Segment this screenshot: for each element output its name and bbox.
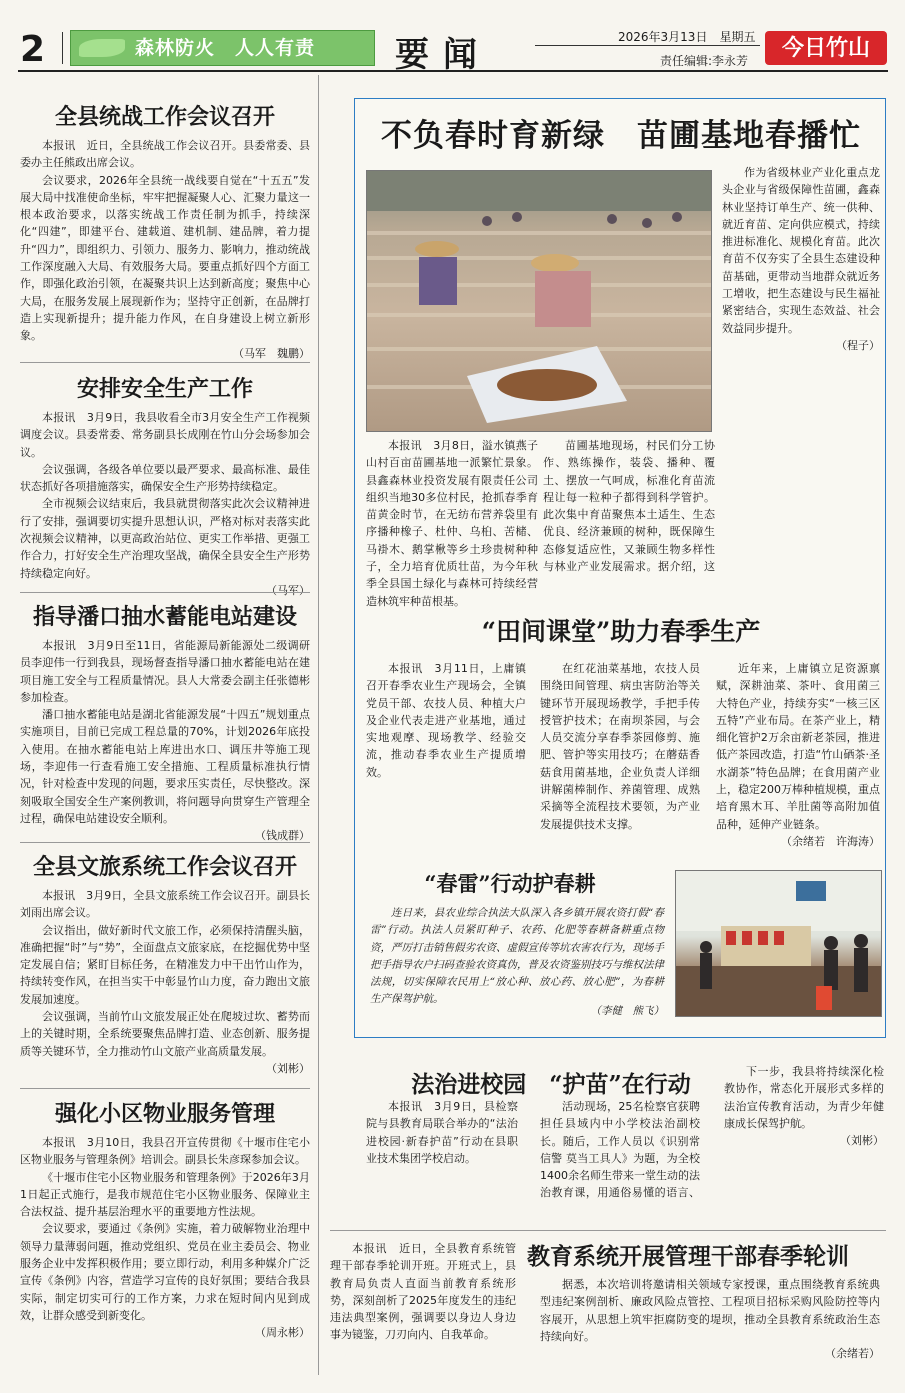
article-paragraph: 本报讯 3月8日，溢水镇燕子山村百亩苗圃基地一派繁忙景象。县鑫森林业投资发展有限责任公司组织当地30多位村民，抢抓春季育苗黄金时节，在无纺布营养袋里有序播种橡子、杜仲、乌桕、苦槠、马褂木、鹅掌楸等乡土珍贵树种种子，全力培育优质壮苗，为今年秋季全县国土绿化与森林可持续经营造林筑牢种苗根基。: [366, 439, 538, 608]
article-title: 全县文旅系统工作会议召开: [32, 854, 297, 880]
nursery-sowing-photo: [366, 170, 712, 432]
article-byline: （刘彬）: [266, 1061, 310, 1075]
banner-text: 森林防火 人人有责: [135, 37, 316, 59]
field-class-column-3: [716, 660, 880, 850]
article-title: 全县统战工作会议召开: [54, 104, 275, 130]
field-class-column-1: [366, 660, 526, 781]
field-class-title: “田间课堂”助力春季生产: [481, 617, 761, 646]
masthead-divider: [62, 32, 63, 64]
law-column-2: [540, 1098, 700, 1204]
article-paragraph: 在红花油菜基地，农技人员围绕田间管理、病虫害防治等关键环节开展现场教学，手把手传授管护技术；在南坝茶园，与会人员交流分享春季茶园修剪、施肥、管护等实用技巧；在蘑菇香菇食用菌基地，企业负责人详细讲解菌棒制作、养菌管理、成熟采摘等全流程技术要领，为产业发展提供技术支撑。: [540, 662, 700, 831]
article-title: 强化小区物业服务管理: [54, 1101, 275, 1127]
article-byline: （钱成群）: [255, 829, 310, 843]
law-column-1: [366, 1098, 518, 1204]
article-byline: （刘彬）: [840, 1134, 884, 1148]
publish-date: 2026年3月13日 星期五: [618, 30, 756, 44]
article-byline: （余绪若）: [825, 1347, 880, 1361]
field-class-column-2: [540, 660, 700, 833]
article-byline: （程子）: [836, 338, 880, 352]
article-paragraph: 本报讯 近日，全县统战工作会议召开。县委常委、县委办主任熊政出席会议。: [20, 139, 310, 170]
article-paragraph: 本报讯 3月11日，上庸镇召开春季农业生产现场会，全镇党员干部、农技人员、种植大户及企业代表走进产业基地，通过实地观摩、现场教学、经验交流，推动春季农业生产提质增效。: [366, 662, 526, 779]
education-column-1: [330, 1240, 516, 1344]
lead-column-2: [543, 437, 715, 577]
article-property-management: [20, 1097, 310, 1340]
article-paragraph: 下一步，我县将持续深化检教协作，常态化开展形式多样的法治宣传教育活动，为青少年健康成长保驾护航。: [724, 1065, 884, 1130]
lead-column-1: [366, 437, 538, 610]
article-separator: [20, 592, 310, 593]
article-byline: （余绪若 许海涛）: [781, 834, 880, 848]
article-safety-production: [20, 372, 310, 598]
column-divider: [318, 75, 319, 1375]
farm-workers-illustration: [367, 171, 712, 432]
newspaper-logo: 今日竹山: [765, 31, 887, 65]
forest-fire-banner: [70, 30, 375, 66]
education-title: 教育系统开展管理干部春季轮训: [527, 1243, 849, 1270]
article-paragraph: 《十堰市住宅小区物业服务和管理条例》于2026年3月1日起正式施行，是我市规范住宅小区物业服务、保障业主合法权益、提升基层治理水平的重要地方性法规。: [20, 1170, 310, 1219]
article-paragraph: 本报讯 3月9日至11日，省能源局新能源处二级调研员李迎伟一行到我县，现场督查指导潘口抽水蓄能电站在建项目施工安全与工程质量情况。县人大常委会副主任张德彬参加检查。: [20, 639, 310, 704]
inspection-illustration: [676, 871, 882, 1017]
section-title: 要闻: [395, 35, 491, 75]
article-paragraph: 会议指出，做好新时代文旅工作，必须保持清醒头脑，准确把握“时”与“势”，全面盘点文旅家底，在挖掘优势中坚定发展自信；紧盯目标任务，在精准发力中干出竹山作为，持续转变作风，在担当实干中彰显竹山力度，奋力跑出文旅发展加速度。: [20, 923, 310, 1006]
article-paragraph: 会议强调，当前竹山文旅发展正处在爬坡过坎、蓄势而上的关键时期，全系统要聚焦品牌打造、业态创新、服务提质等关键环节，全力推动竹山文旅产业高质量发展。: [20, 1010, 310, 1058]
article-separator: [20, 842, 310, 843]
article-byline: （李健 熊飞）: [590, 1005, 664, 1017]
lead-column-3: [722, 164, 880, 354]
article-paragraph: 作为省级林业产业化重点龙头企业与省级保障性苗圃，鑫森林业坚持订单生产、统一供种、就近育苗、定向供应模式，持续推进标准化、规模化育苗。此次育苗不仅夯实了全县生态建设种苗基础，更带动当地群众就近务工增收，把生态建设与民生福祉紧密结合，实现生态效益、社会效益同步提升。: [722, 166, 880, 335]
article-paragraph: 本报讯 近日，全县教育系统管理干部春季轮训开班。开班式上，县教育局负责人直面当前教育系统形势，深刻剖析了2025年度发生的违纪违法典型案例，强调要以身边人身边事为镜鉴，刀刃向内、自我革命。: [330, 1242, 516, 1342]
law-campus-title: 法治进校园 “护苗”在行动: [411, 1071, 691, 1098]
article-separator: [330, 1230, 886, 1231]
article-byline: （马军 魏鹏）: [233, 346, 310, 360]
article-byline: （马军）: [266, 583, 310, 597]
article-paragraph: 会议要求，要通过《条例》实施，着力破解物业治理中领导力量薄弱问题，推动党组织、党员在业主委员会、物业服务企业中发挥积极作用；要立即行动，利用多种媒介广泛宣传《条例》内容，营造学习宣传的良好氛围；要结合我县实际，制定切实可行的工作方案，力求在短时间内见到成效，让群众感受到新变化。: [20, 1222, 310, 1322]
leaf-decoration-icon: [79, 39, 125, 57]
agricultural-inspection-photo: [675, 870, 882, 1017]
spring-thunder-title: “春雷”行动护春耕: [424, 871, 596, 896]
law-column-3: [724, 1063, 884, 1149]
responsible-editor: 责任编辑:李永芳: [660, 54, 749, 68]
article-paragraph: 近年来，上庸镇立足资源禀赋，深耕油菜、茶叶、食用菌三大特色产业，持续夯实“一核三区五特”产业布局。在茶产业上，精细化管护2万余亩新老茶园，推进低产茶园改造，打造“竹山硒茶·圣水湖茶”特色品牌；在食用菌产业上，稳定200万棒种植规模，重点培育黑木耳、羊肚菌等高附加值品种，延伸产业链条。: [716, 662, 880, 831]
lead-article-title: 不负春时育新绿 苗圃基地春播忙: [381, 118, 861, 154]
article-paragraph: 本报讯 3月10日，我县召开宣传贯彻《十堰市住宅小区物业服务与管理条例》培训会。副县长朱彦琛参加会议。: [20, 1136, 310, 1167]
article-united-front: [20, 100, 310, 361]
article-pumped-storage: [20, 600, 310, 843]
article-paragraph: 本报讯 3月9日，我县收看全市3月安全生产工作视频调度会议。县委常委、常务副县长成刚在竹山分会场参加会议。: [20, 411, 310, 459]
spring-thunder-text: 连日来，县农业综合执法大队深入各乡镇开展农资打假“春雷”行动。执法人员紧盯种子、农药、化肥等春耕备耕重点物资，严厉打击销售假劣农资、虚假宣传等坑农害农行为，现场手把手指导农户扫码查验农资真伪，普及农资鉴别技巧与维权法律法规，切实保障农民用上“放心种、放心药、放心肥”，为春耕生产保驾护航。: [370, 907, 664, 1006]
article-paragraph: 会议要求，2026年全县统一战线要自觉在“十五五”发展大局中找准使命坐标，牢牢把握凝聚人心、汇聚力量这一根本政治要求，以落实统战工作责任制为抓手，持续深化“四建”，即建平台、建载道、建机制、建品牌，着力提升“四力”，即组织力、引领力、服务力、影响力，推动统战工作深度融入大局、有效服务大局。要重点抓好四个方面工作，即强化政治引领，在凝聚共识上达到新高度；聚焦中心大局，在服务发展上展现新作为；坚持守正创新，在品牌打造上实现新提升；提升能力作风，在自身建设上树立新形象。: [20, 173, 310, 343]
article-paragraph: 潘口抽水蓄能电站是湖北省能源发展“十四五”规划重点实施项目，目前已完成工程总量的70%，计划2026年底投入使用。在抽水蓄能电站上库进出水口、调压井等施工现场，李迎伟一行查看施工安全措施、工程质量标准执行情况，针对检查中发现的问题，要求压实责任，尽快整改。深刻吸取全国安全生产案例教训，将问题导向贯穿生产管理全过程，确保电站建设安全顺利。: [20, 708, 310, 825]
page-number: 2: [20, 29, 46, 70]
article-title: 安排安全生产工作: [76, 376, 253, 402]
top-rule: [18, 70, 888, 72]
article-paragraph: 会议强调，各级各单位要以最严要求、最高标准、最佳状态抓好各项措施落实，确保安全生产形势持续稳定。: [20, 462, 310, 494]
article-paragraph: 本报讯 3月9日，全县文旅系统工作会议召开。副县长刘雨出席会议。: [20, 889, 310, 920]
article-title: 指导潘口抽水蓄能电站建设: [32, 604, 297, 630]
article-paragraph: 苗圃基地现场，村民们分工协作、熟练操作，装袋、播种、覆土、摆放一气呵成，标准化育苗流程让每一粒种子都得到科学管护。此次集中育苗聚焦本土适生、生态优良、经济兼顾的树种，既保障生态修复适应性，又兼顾生物多样性与林业产业发展需求。据介绍，这: [543, 439, 715, 574]
article-separator: [20, 1088, 310, 1089]
article-paragraph: 活动现场，25名检察官获聘担任县域内中小学校法治副校长。随后，工作人员以《识别常信警 莫当工具人》为题，为全校1400余名师生带来一堂生动的法治教育课，用通俗易懂的语言、: [540, 1100, 700, 1200]
article-paragraph: 本报讯 3月9日，县检察院与县教育局联合举办的“法治进校园·新春护苗”行动在县职业技术集团学校启动。: [366, 1100, 518, 1165]
article-byline: （周永彬）: [255, 1326, 310, 1340]
masthead-rule: [535, 45, 760, 46]
article-separator: [20, 362, 310, 363]
article-paragraph: 全市视频会议结束后，我县就贯彻落实此次会议精神进行了安排，强调要切实提升思想认识，严格对标对表落实此次视频会议精神，以更高政治站位、更实工作举措、更强工作合力，打好安全生产治理攻坚战，确保全县安全生产形势持续稳定向好。: [20, 497, 310, 580]
article-culture-tourism: [20, 850, 310, 1076]
article-paragraph: 据悉，本次培训将邀请相关领域专家授课，重点围绕教育系统典型违纪案例剖析、廉政风险点管控、工程项目招标采购风险防控等内容展开，从思想上筑牢拒腐防变的堤坝，推动全县教育系统政治生态持续向好。: [540, 1278, 880, 1343]
education-column-2: [540, 1276, 880, 1362]
